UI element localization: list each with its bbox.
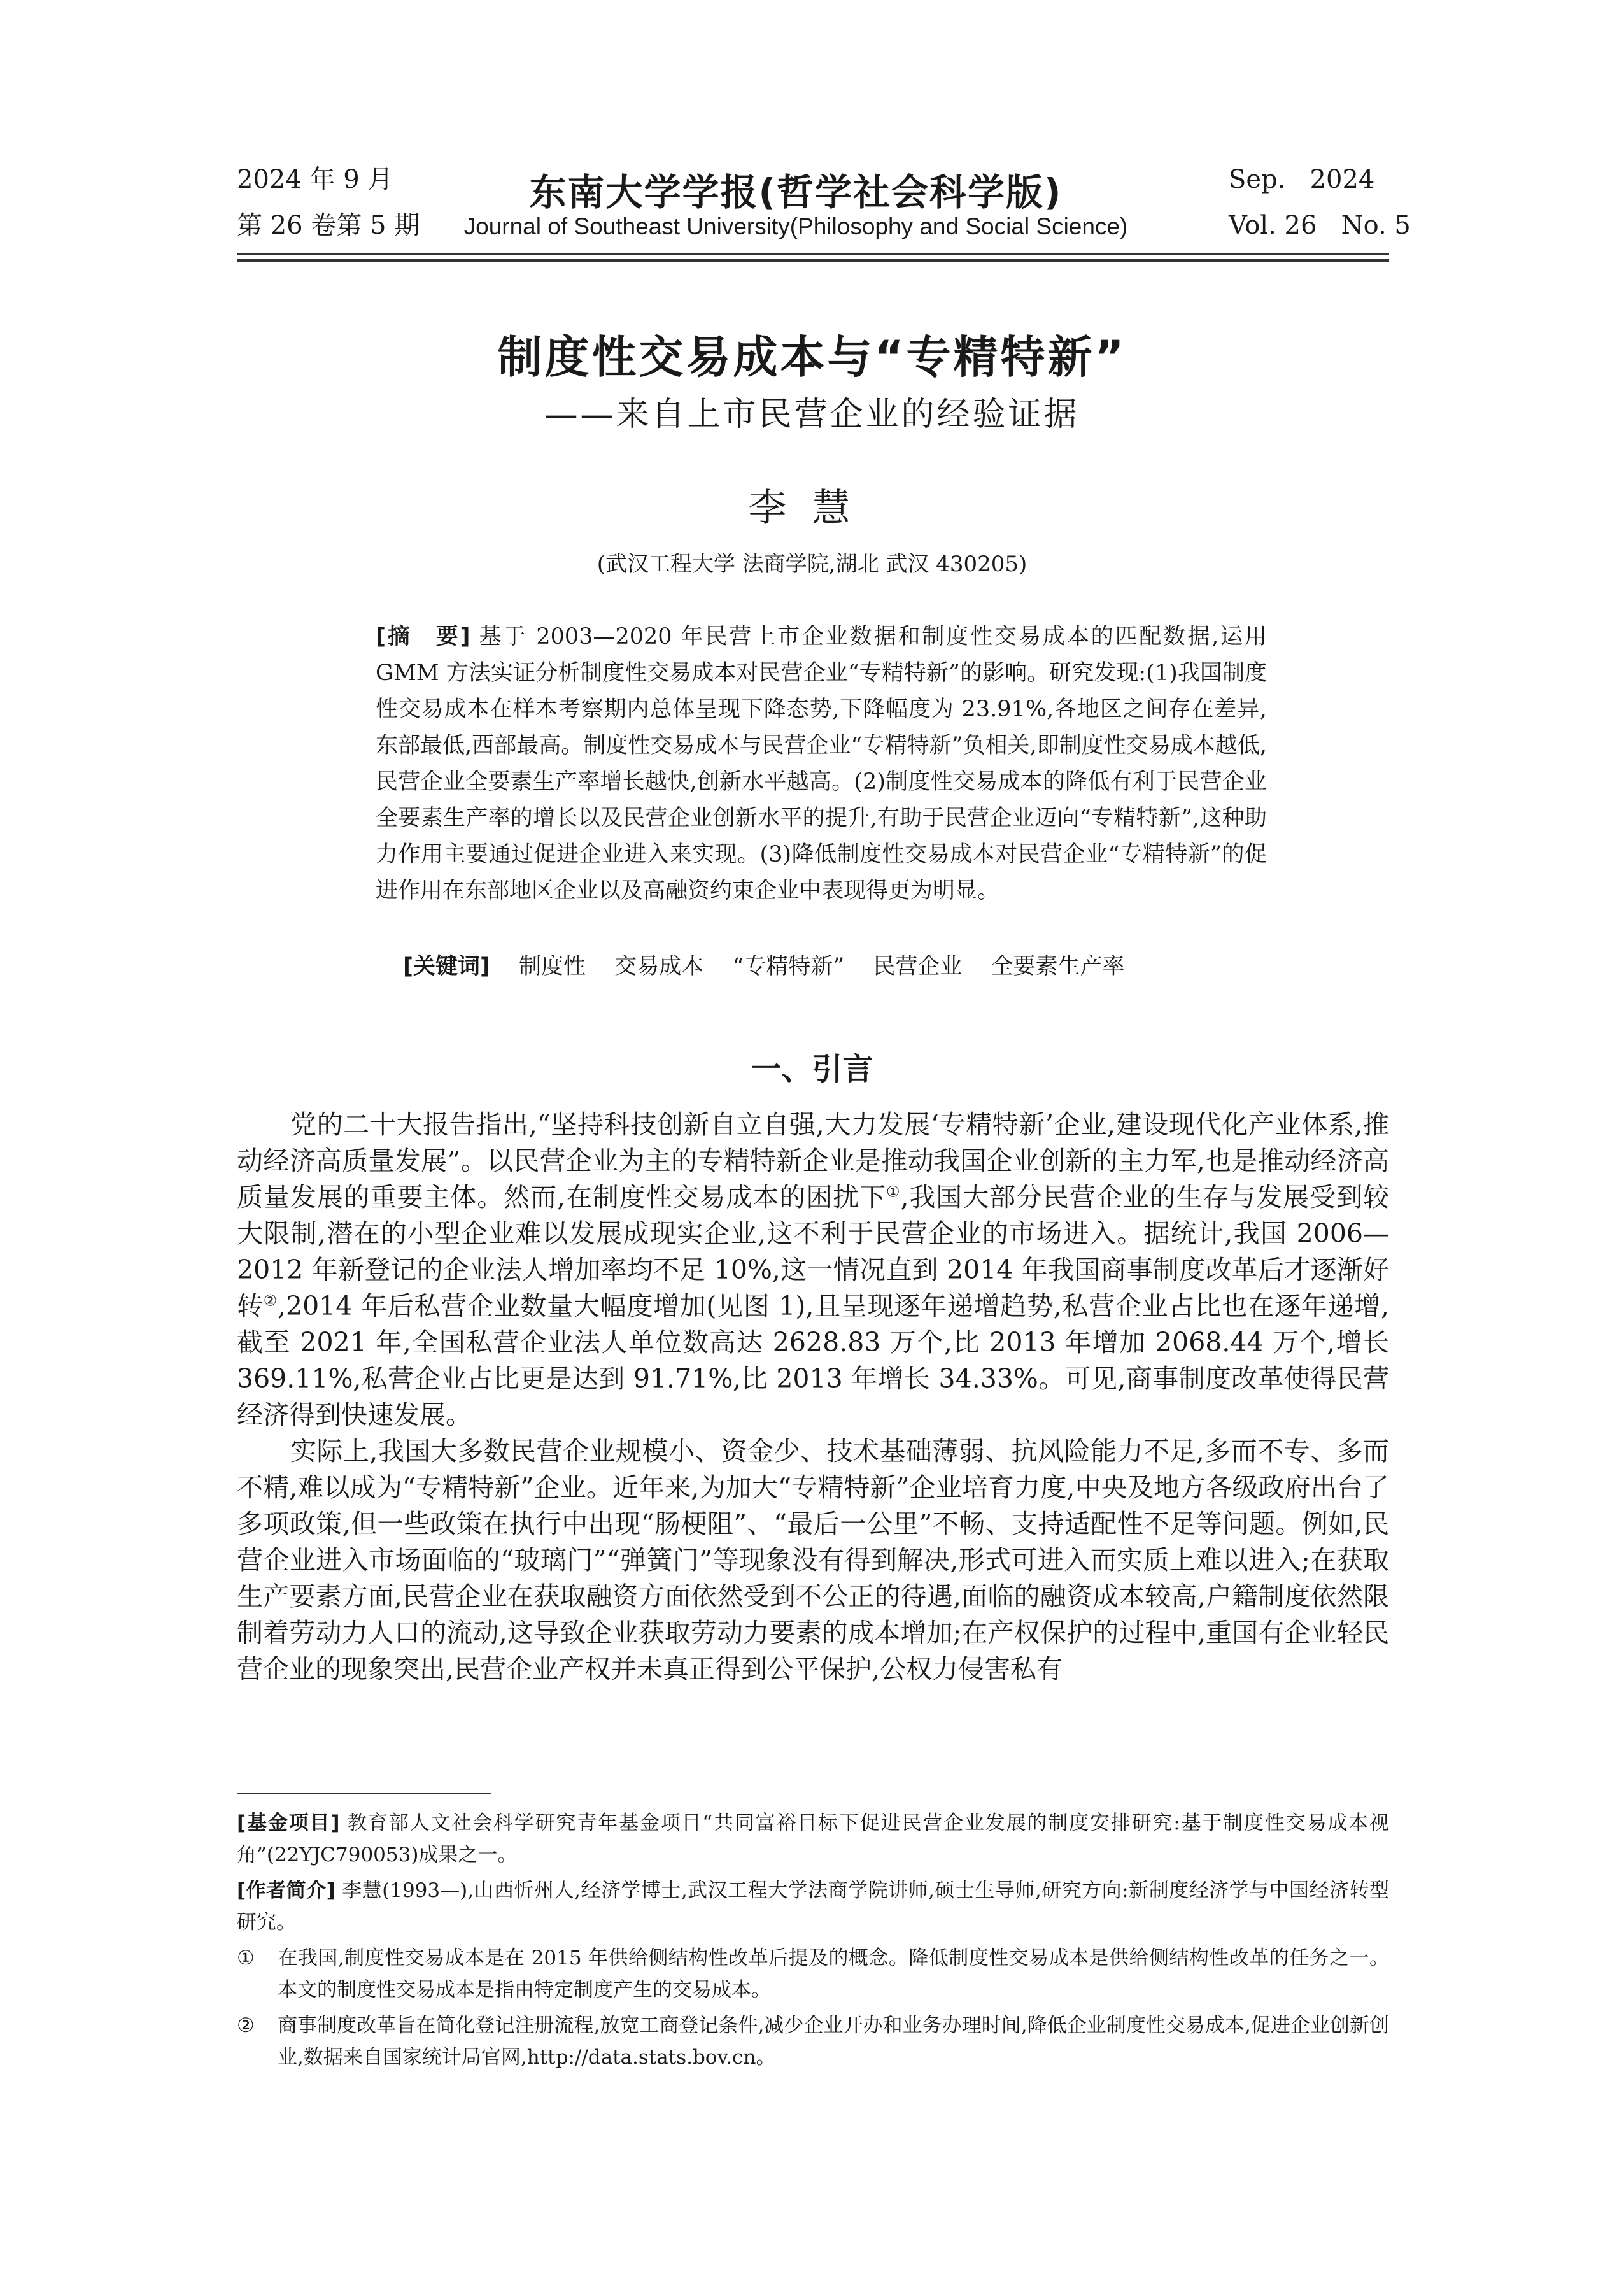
header-rule-thick (237, 259, 1389, 262)
paper-subtitle: ——来自上市民营企业的经验证据 (544, 395, 1080, 434)
header-date-cn: 2024 年 9 月 (237, 165, 393, 194)
keyword-item: “专精特新” (732, 954, 845, 979)
footnotes (237, 1807, 1389, 2077)
abstract-label: [摘 要] (376, 624, 470, 650)
header-rule-thin (237, 253, 1389, 255)
abstract-text: 基于 2003—2020 年民营上市企业数据和制度性交易成本的匹配数据,运用 GMM 方法实证分析制度性交易成本对民营企业“专精特新”的影响。研究发现:(1)我国制度性交易成本在样本考察期内总体呈现下降态势,下降幅度为 23.91%,各地区之间存在差异,东部最低,西部最高。制度性交易成本与民营企业“专精特新”负相关,即制度性交易成本越低,民营企业全要素生产率增长越快,创新水平越高。(2)制度性交易成本的降低有利于民营企业全要素生产率的增长以及民营企业创新水平的提升,有助于民营企业迈向“专精特新”,这种助力作用主要通过促进企业进入来实现。(3)降低制度性交易成本对民营企业“专精特新”的促进作用在东部地区企业以及高融资约束企业中表现得更为明显。 (376, 624, 1267, 904)
journal-title-en: Journal of Southeast University(Philosophy and Social Science) (463, 213, 1128, 239)
footnote-2 (237, 2010, 1389, 2073)
paragraph-text: ,2014 年后私营企业数量大幅度增加(见图 1),且呈现逐年递增趋势,私营企业占比也在逐年递增,截至 2021 年,全国私营企业法人单位数高达 2628.83 万个,比 2013 年增加 2068.44 万个,增长 369.11%,私营企业占比更是达到 91.71%,比 2013 年增长 34.33%。可见,商事制度改革使得民营经济得到快速发展。 (237, 1291, 1389, 1430)
paragraph-text: 党的二十大报告指出,“坚持科技创新自立自强,大力发展‘专精特新’企业,建设现代化产业体系,推动经济高质量发展”。以民营企业为主的专精特新企业是推动我国企业创新的主力军,也是推动经济高质量发展的重要主体。然而,在制度性交易成本的困扰下 (237, 1109, 1389, 1212)
author-bio-label: [作者简介] (237, 1879, 335, 1902)
author-affiliation: (武汉工程大学 法商学院,湖北 武汉 430205) (597, 551, 1027, 577)
header-date-en: Sep. 2024 (1229, 165, 1375, 194)
fund-text: 教育部人文社会科学研究青年基金项目“共同富裕目标下促进民营企业发展的制度安排研究:基于制度性交易成本视角”(22YJC790053)成果之一。 (237, 1812, 1389, 1866)
keywords-label: [关键词] (403, 954, 490, 979)
footnote-ref: ② (263, 1291, 278, 1310)
keyword-item: 交易成本 (614, 954, 704, 979)
fund-label: [基金项目] (237, 1812, 340, 1835)
paper-title: 制度性交易成本与“专精特新” (497, 331, 1127, 383)
keywords (403, 949, 1147, 985)
paragraph-text: ,我国大部分民营企业的生存与发展受到较大限制,潜在的小型企业难以发展成现实企业,这不利于民营企业的市场进入。据统计,我国 2006—2012 年新登记的企业法人增加率均不足 10%,这一情况直到 2014 年我国商事制度改革后才逐渐好转 (237, 1182, 1390, 1321)
author-bio-text: 李慧(1993—),山西忻州人,经济学博士,武汉工程大学法商学院讲师,硕士生导师,研究方向:新制度经济学与中国经济转型研究。 (237, 1879, 1389, 1934)
abstract (376, 619, 1267, 909)
author-name: 李慧 (748, 486, 876, 530)
footnote-1 (237, 1942, 1389, 2006)
journal-title-cn: 东南大学学报(哲学社会科学版) (529, 171, 1063, 214)
body-text (237, 1107, 1389, 1687)
paragraph (237, 1107, 1389, 1433)
footnote-ref: ① (886, 1182, 901, 1201)
section-heading: 一、引言 (751, 1051, 873, 1087)
header-issue-en: Vol. 26 No. 5 (1229, 211, 1411, 240)
footnote-mark: ② (237, 2014, 255, 2037)
footnote-mark: ① (237, 1947, 255, 1970)
author-bio (237, 1875, 1389, 1938)
keyword-item: 制度性 (519, 954, 586, 979)
paragraph-text: 实际上,我国大多数民营企业规模小、资金少、技术基础薄弱、抗风险能力不足,多而不专、多而不精,难以成为“专精特新”企业。近年来,为加大“专精特新”企业培育力度,中央及地方各级政府出台了多项政策,但一些政策在执行中出现“肠梗阻”、“最后一公里”不畅、支持适配性不足等问题。例如,民营企业进入市场面临的“玻璃门”“弹簧门”等现象没有得到解决,形式可进入而实质上难以进入;在获取生产要素方面,民营企业在获取融资方面依然受到不公正的待遇,面临的融资成本较高,户籍制度依然限制着劳动力人口的流动,这导致企业获取劳动力要素的成本增加;在产权保护的过程中,重国有企业轻民营企业的现象突出,民营企业产权并未真正得到公平保护,公权力侵害私有 (237, 1436, 1389, 1684)
footnote-text: 在我国,制度性交易成本是在 2015 年供给侧结构性改革后提及的概念。降低制度性交易成本是供给侧结构性改革的任务之一。本文的制度性交易成本是指由特定制度产生的交易成本。 (278, 1947, 1389, 2001)
keyword-item: 民营企业 (873, 954, 963, 979)
footnote-text: 商事制度改革旨在简化登记注册流程,放宽工商登记条件,减少企业开办和业务办理时间,降低企业制度性交易成本,促进企业创新创业,数据来自国家统计局官网,http://data.stats.bov.cn。 (278, 2014, 1389, 2069)
header-issue-cn: 第 26 卷第 5 期 (237, 211, 420, 240)
paragraph (237, 1433, 1389, 1687)
footnote-rule (237, 1793, 491, 1794)
keyword-item: 全要素生产率 (991, 954, 1125, 979)
fund-note (237, 1807, 1389, 1871)
